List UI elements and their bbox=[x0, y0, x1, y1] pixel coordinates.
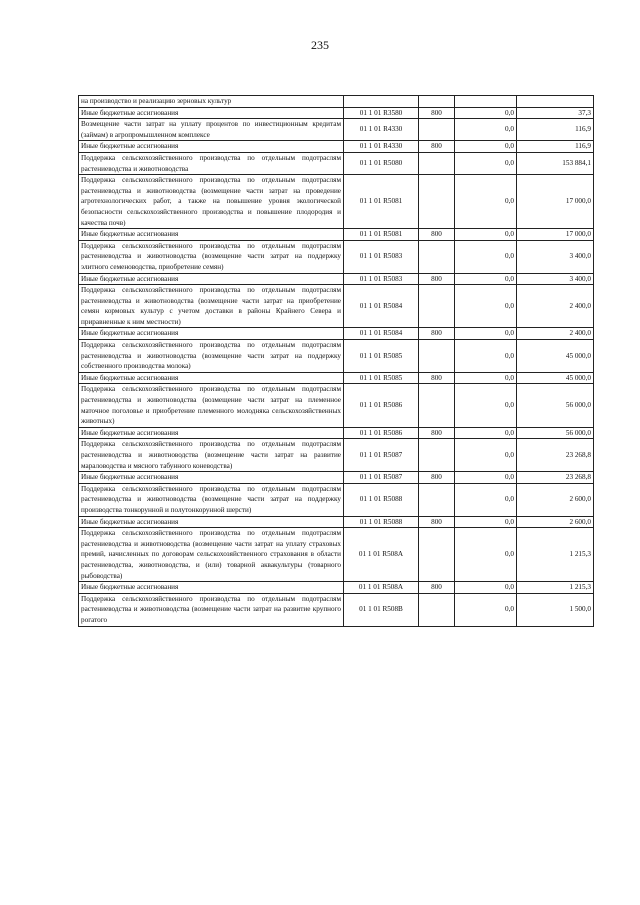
row-target-code: 01 1 01 R5088 bbox=[344, 516, 419, 528]
table-row bbox=[79, 141, 594, 153]
row-value-2: 1 500,0 bbox=[517, 593, 594, 626]
row-expense-type: 800 bbox=[419, 107, 455, 119]
row-expense-type: 800 bbox=[419, 427, 455, 439]
row-expense-type: 800 bbox=[419, 516, 455, 528]
row-value-1: 0,0 bbox=[455, 372, 517, 384]
row-expense-type bbox=[419, 384, 455, 427]
row-description: Поддержка сельскохозяйственного производства по отдельным подотраслям растениеводства и животноводства bbox=[79, 152, 344, 174]
row-expense-type: 800 bbox=[419, 472, 455, 484]
table-row bbox=[79, 328, 594, 340]
table-row bbox=[79, 229, 594, 241]
table-row bbox=[79, 439, 594, 472]
row-description: Иные бюджетные ассигнования bbox=[79, 273, 344, 285]
row-value-1: 0,0 bbox=[455, 582, 517, 594]
row-value-1: 0,0 bbox=[455, 175, 517, 229]
row-target-code: 01 1 01 R5086 bbox=[344, 427, 419, 439]
row-description: Возмещение части затрат на уплату процентов по инвестиционным кредитам (займам) в агропромышленном комплексе bbox=[79, 119, 344, 141]
row-value-1: 0,0 bbox=[455, 107, 517, 119]
row-target-code: 01 1 01 R5083 bbox=[344, 273, 419, 285]
row-expense-type bbox=[419, 439, 455, 472]
row-target-code: 01 1 01 R508B bbox=[344, 593, 419, 626]
row-description: Иные бюджетные ассигнования bbox=[79, 229, 344, 241]
row-description: Поддержка сельскохозяйственного производства по отдельным подотраслям растениеводства и животноводства (возмещение части затрат на племенное маточное поголовье и приобретение племенного молодняка сельскохозяйственных животных) bbox=[79, 384, 344, 427]
table-row bbox=[79, 372, 594, 384]
table-row bbox=[79, 516, 594, 528]
row-value-2: 2 600,0 bbox=[517, 483, 594, 516]
row-target-code: 01 1 01 R5083 bbox=[344, 240, 419, 273]
table-row bbox=[79, 483, 594, 516]
table-row bbox=[79, 285, 594, 328]
row-description: Поддержка сельскохозяйственного производства по отдельным подотраслям растениеводства и животноводства (возмещение части затрат на приобретение семян кормовых культур с учетом доставки в районы Крайнего Севера и приравненные к ним местности) bbox=[79, 285, 344, 328]
row-description: Иные бюджетные ассигнования bbox=[79, 107, 344, 119]
table-row bbox=[79, 107, 594, 119]
row-expense-type: 800 bbox=[419, 328, 455, 340]
row-target-code: 01 1 01 R4330 bbox=[344, 141, 419, 153]
row-description: Иные бюджетные ассигнования bbox=[79, 141, 344, 153]
row-description: Иные бюджетные ассигнования bbox=[79, 427, 344, 439]
table-row bbox=[79, 152, 594, 174]
row-value-2: 116,9 bbox=[517, 141, 594, 153]
table-row bbox=[79, 96, 594, 108]
row-description: Иные бюджетные ассигнования bbox=[79, 372, 344, 384]
row-value-1 bbox=[455, 96, 517, 108]
row-value-1: 0,0 bbox=[455, 384, 517, 427]
row-value-2: 37,3 bbox=[517, 107, 594, 119]
row-expense-type bbox=[419, 340, 455, 373]
row-expense-type bbox=[419, 175, 455, 229]
row-description: на производство и реализацию зерновых культур bbox=[79, 96, 344, 108]
table-row bbox=[79, 582, 594, 594]
table-row bbox=[79, 528, 594, 582]
row-expense-type bbox=[419, 483, 455, 516]
row-value-1: 0,0 bbox=[455, 593, 517, 626]
row-target-code: 01 1 01 R5084 bbox=[344, 285, 419, 328]
row-value-1: 0,0 bbox=[455, 516, 517, 528]
row-target-code: 01 1 01 R5085 bbox=[344, 340, 419, 373]
row-expense-type bbox=[419, 152, 455, 174]
row-value-2: 3 400,0 bbox=[517, 273, 594, 285]
table-row bbox=[79, 119, 594, 141]
row-expense-type: 800 bbox=[419, 273, 455, 285]
row-target-code: 01 1 01 R508A bbox=[344, 582, 419, 594]
row-value-2: 56 000,0 bbox=[517, 384, 594, 427]
row-target-code: 01 1 01 R5087 bbox=[344, 439, 419, 472]
row-value-2: 23 268,8 bbox=[517, 472, 594, 484]
row-target-code: 01 1 01 R5084 bbox=[344, 328, 419, 340]
row-target-code: 01 1 01 R5087 bbox=[344, 472, 419, 484]
row-value-1: 0,0 bbox=[455, 119, 517, 141]
row-expense-type: 800 bbox=[419, 229, 455, 241]
budget-table bbox=[78, 95, 594, 627]
row-description: Поддержка сельскохозяйственного производства по отдельным подотраслям растениеводства и животноводства (возмещение части затрат на развитие крупного рогатого bbox=[79, 593, 344, 626]
row-target-code: 01 1 01 R5085 bbox=[344, 372, 419, 384]
row-value-2: 1 215,3 bbox=[517, 582, 594, 594]
row-value-1: 0,0 bbox=[455, 439, 517, 472]
table-row bbox=[79, 384, 594, 427]
row-value-2: 2 400,0 bbox=[517, 285, 594, 328]
row-target-code: 01 1 01 R4330 bbox=[344, 119, 419, 141]
row-value-1: 0,0 bbox=[455, 273, 517, 285]
row-expense-type bbox=[419, 96, 455, 108]
row-value-2: 56 000,0 bbox=[517, 427, 594, 439]
row-value-2: 2 600,0 bbox=[517, 516, 594, 528]
row-value-2: 116,9 bbox=[517, 119, 594, 141]
row-value-2: 1 215,3 bbox=[517, 528, 594, 582]
table-row bbox=[79, 240, 594, 273]
row-value-1: 0,0 bbox=[455, 240, 517, 273]
row-target-code: 01 1 01 R5081 bbox=[344, 175, 419, 229]
row-value-1: 0,0 bbox=[455, 472, 517, 484]
row-expense-type: 800 bbox=[419, 582, 455, 594]
budget-table-body bbox=[79, 96, 594, 627]
row-description: Иные бюджетные ассигнования bbox=[79, 582, 344, 594]
row-value-1: 0,0 bbox=[455, 528, 517, 582]
row-value-2: 17 000,0 bbox=[517, 229, 594, 241]
row-target-code: 01 1 01 R5081 bbox=[344, 229, 419, 241]
table-row bbox=[79, 175, 594, 229]
row-description: Иные бюджетные ассигнования bbox=[79, 472, 344, 484]
row-description: Поддержка сельскохозяйственного производства по отдельным подотраслям растениеводства и животноводства (возмещение части затрат на поддержку производства тонкорунной и полутонкорунной шерсти) bbox=[79, 483, 344, 516]
row-value-1: 0,0 bbox=[455, 141, 517, 153]
row-expense-type bbox=[419, 240, 455, 273]
table-row bbox=[79, 593, 594, 626]
row-expense-type: 800 bbox=[419, 141, 455, 153]
row-value-1: 0,0 bbox=[455, 229, 517, 241]
row-value-1: 0,0 bbox=[455, 427, 517, 439]
row-value-1: 0,0 bbox=[455, 483, 517, 516]
row-expense-type bbox=[419, 528, 455, 582]
row-value-2: 45 000,0 bbox=[517, 372, 594, 384]
row-value-2: 2 400,0 bbox=[517, 328, 594, 340]
row-description: Поддержка сельскохозяйственного производства по отдельным подотраслям растениеводства и животноводства (возмещение части затрат на поддержку элитного семеноводства, приобретение семян) bbox=[79, 240, 344, 273]
row-value-2: 45 000,0 bbox=[517, 340, 594, 373]
row-description: Поддержка сельскохозяйственного производства по отдельным подотраслям растениеводства и животноводства (возмещение части затрат на уплату страховых премий, начисленных по договорам сельскохозяйственного страхования в области растениеводства, животноводства, и (или) товарной аквакультуры (товарного рыбоводства) bbox=[79, 528, 344, 582]
row-expense-type bbox=[419, 119, 455, 141]
row-description: Поддержка сельскохозяйственного производства по отдельным подотраслям растениеводства и животноводства (возмещение части затрат на развитие мараловодства и мясного табунного коневодства) bbox=[79, 439, 344, 472]
row-target-code: 01 1 01 R5088 bbox=[344, 483, 419, 516]
table-row bbox=[79, 472, 594, 484]
row-target-code: 01 1 01 R5086 bbox=[344, 384, 419, 427]
row-value-1: 0,0 bbox=[455, 340, 517, 373]
row-value-2: 23 268,8 bbox=[517, 439, 594, 472]
row-expense-type bbox=[419, 285, 455, 328]
row-description: Иные бюджетные ассигнования bbox=[79, 516, 344, 528]
table-row bbox=[79, 340, 594, 373]
row-value-1: 0,0 bbox=[455, 285, 517, 328]
row-description: Поддержка сельскохозяйственного производства по отдельным подотраслям растениеводства и животноводства (возмещение части затрат на поддержку собственного производства молока) bbox=[79, 340, 344, 373]
row-value-2: 3 400,0 bbox=[517, 240, 594, 273]
row-value-2: 153 884,1 bbox=[517, 152, 594, 174]
row-expense-type: 800 bbox=[419, 372, 455, 384]
row-value-2: 17 000,0 bbox=[517, 175, 594, 229]
table-row bbox=[79, 273, 594, 285]
row-target-code: 01 1 01 R5080 bbox=[344, 152, 419, 174]
row-description: Иные бюджетные ассигнования bbox=[79, 328, 344, 340]
table-row bbox=[79, 427, 594, 439]
row-expense-type bbox=[419, 593, 455, 626]
row-target-code bbox=[344, 96, 419, 108]
row-value-1: 0,0 bbox=[455, 328, 517, 340]
row-value-1: 0,0 bbox=[455, 152, 517, 174]
row-target-code: 01 1 01 R3580 bbox=[344, 107, 419, 119]
page-number: 235 bbox=[311, 38, 329, 52]
row-target-code: 01 1 01 R508A bbox=[344, 528, 419, 582]
row-value-2 bbox=[517, 96, 594, 108]
row-description: Поддержка сельскохозяйственного производства по отдельным подотраслям растениеводства и животноводства (возмещение части затрат на проведение агротехнологических работ, а также на повышение уровня экологической безопасности сельскохозяйственного производства и повышение плодородия и качества почв) bbox=[79, 175, 344, 229]
